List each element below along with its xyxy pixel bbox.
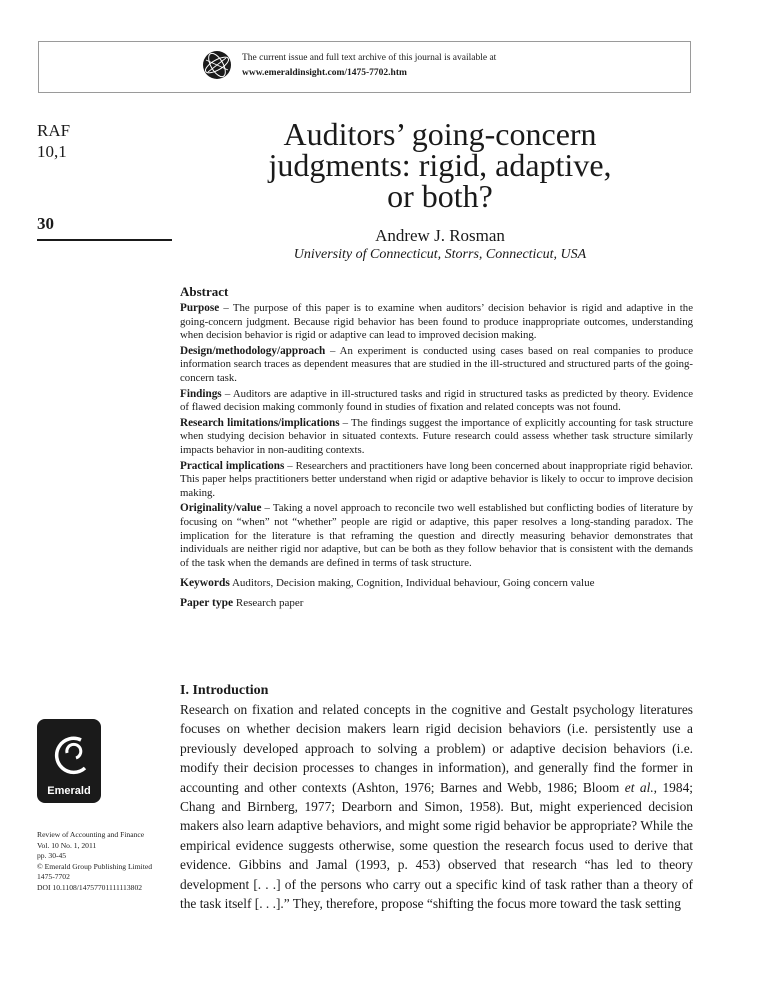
title-line: judgments: rigid, adaptive, [268,147,612,183]
introduction-section [180,683,693,913]
paper-type [180,596,693,610]
logo-text: Emerald [47,785,91,797]
archive-url-link[interactable]: www.emeraldinsight.com/1475-7702.htm [242,68,407,78]
introduction-heading: I. Introduction [180,683,269,698]
section-text: – The purpose of this paper is to examine when auditors’ decision behavior is rigid and adaptive in the going-concern judgment. Because rigid behavior has been found to produce inappropriate outcomes, understanding when decision behavior is rigid or adaptive can lead to improved decision making. [180,302,693,342]
abstract-originality [180,502,693,570]
section-label: Design/methodology/approach [180,344,326,357]
article-title [200,116,680,214]
section-label: Findings [180,387,222,400]
journal-abbreviation: RAF [37,121,71,140]
page-number: 30 [37,214,54,233]
paper-type-text: Research paper [233,597,304,610]
abstract-practical [180,460,693,501]
journal-code [37,120,70,162]
keywords [180,576,693,590]
paper-type-label: Paper type [180,597,234,610]
globe-icon [202,50,232,80]
journal-volume: Vol. 10 No. 1, 2011 [37,840,97,850]
journal-doi: DOI 10.1108/14757701111113802 [37,882,143,892]
abstract-findings [180,388,693,415]
section-label: Purpose [180,302,220,314]
author-affiliation: University of Connecticut, Storrs, Connecticut, USA [293,247,587,262]
title-line: or both? [387,178,493,214]
journal-issn: 1475-7702 [37,872,70,881]
section-text: – Taking a novel approach to reconcile two well established but conflicting bodies of literature by focusing on “when” not “whether” people are rigid or adaptive, this paper resolves a long-standing paradox. The implication for the literature is that reframing the question and directly measuring behavior demonstrates that individuals are neither rigid nor adaptive, but can be both as they follow behavior that is consistent with the demands of the task when the demands are defined in terms of task structure. [180,502,693,569]
keywords-text: Auditors, Decision making, Cognition, Individual behaviour, Going concern value [229,577,595,590]
section-label: Originality/value [180,502,262,515]
section-text: – Researchers and practitioners have long been concerned about inappropriate rigid behavior. This paper helps practitioners better understand when rigid or adaptive behavior is likely to occur to improve decision making. [180,459,693,499]
emerald-logo [37,719,101,803]
volume-issue: 10,1 [37,142,67,161]
section-text: – Auditors are adaptive in ill-structured tasks and rigid in structured tasks as predicted by theory. Evidence of flawed decision making commonly found in studies of fixation and related concepts was not found. [180,387,693,414]
side-divider [37,239,172,241]
intro-text: Research on fixation and related concepts in the cognitive and Gestalt psychology literatures focuses on whether decision makers learn rigid decision behaviors (i.e. persistently use a previously developed approach to solving a problem) or adaptive decision behaviors (i.e. modify their decision processes to changes in information), and generally find the former in accounting and other contexts (Ashton, 1976; Barnes and Webb, 1986; Bloom [180,702,693,795]
abstract-limitations [180,417,693,458]
journal-info [37,830,152,893]
archive-notice-box [38,41,691,93]
journal-pages: pp. 30-45 [37,851,67,860]
title-line: Auditors’ going-concern [283,116,597,152]
journal-name: Review of Accounting and Finance [37,830,145,839]
section-text: – An experiment is conducted using cases based on real companies to produce information search traces as dependent measures that are studied in the ill-structured and structured parts of the going-concern task. [180,344,693,384]
section-text: – The findings suggest the importance of explicitly accounting for task structure when studying decision behavior in situated contexts. Future research could assess whether task structure similarly impacts behavior in non-auditing contexts. [180,416,693,456]
introduction-paragraph [180,700,693,913]
abstract-purpose [180,302,693,343]
section-label: Research limitations/implications [180,416,340,429]
section-label: Practical implications [180,459,285,472]
intro-text: , 1984; Chang and Birnberg, 1977; Dearborn and Simon, 1958). But, might experienced decision makers also learn adaptive behaviors, and might some rigid behavior be appropriate? While the empirical evidence suggests otherwise, some question the research focus used to derive that evidence. Gibbins and Jamal (1993, p. 453) observed that research “has led to theory development [. . .] of the persons who carry out a specific kind of task rather than a theory of the task itself [. . .].” They, therefore, propose “shifting the focus more toward the task setting [180,779,693,912]
intro-etal: et al. [624,779,654,795]
journal-copyright: © Emerald Group Publishing Limited [37,861,153,871]
keywords-label: Keywords [180,577,230,590]
archive-notice-text: The current issue and full text archive of this journal is available at [242,53,497,63]
abstract-heading: Abstract [180,284,229,299]
abstract-section [180,284,693,616]
abstract-design [180,345,693,386]
author-name: Andrew J. Rosman [375,226,505,245]
